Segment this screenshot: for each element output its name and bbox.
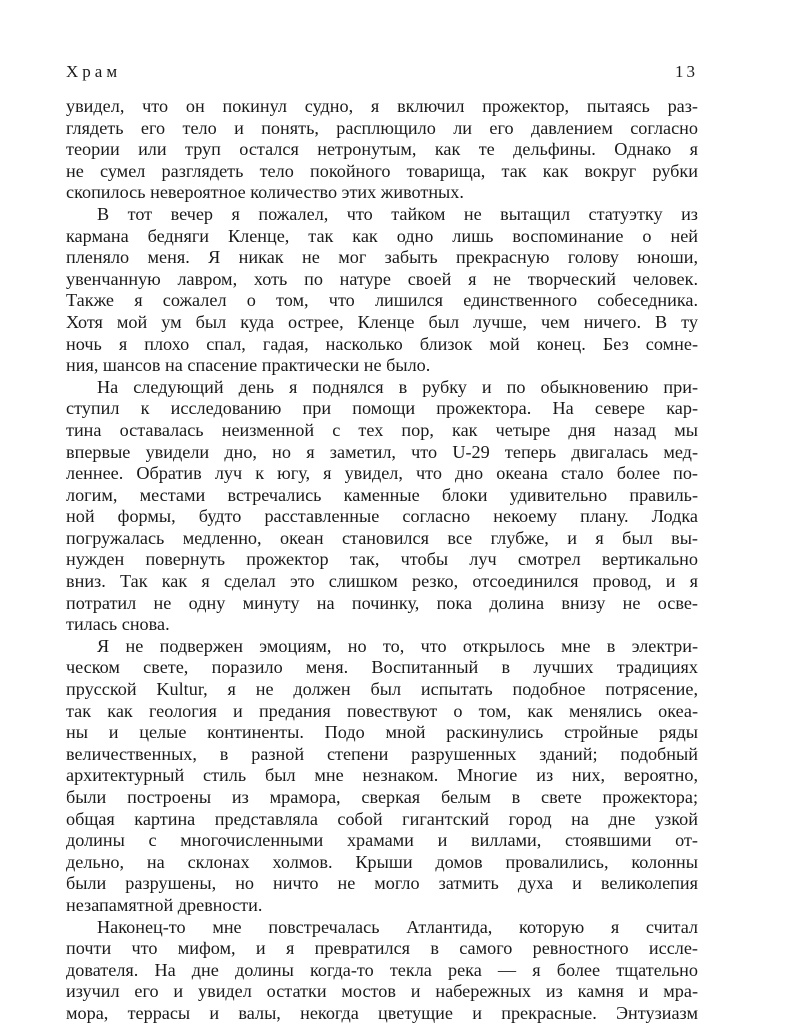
text-line: тина оставалась неизменной с тех пор, как четыре дня назад мы: [66, 419, 698, 440]
text-line: впервые увидели дно, но я заметил, что U-29 теперь двигалась мед-: [66, 441, 698, 462]
text-line: долины с многочисленными храмами и виллами, стоявшими от-: [66, 830, 698, 851]
text-line: ступил к исследованию при помощи прожектора. На севере кар-: [66, 398, 698, 419]
text-line: потратил не одну минуту на починку, пока долина внизу не осве-: [66, 592, 698, 613]
text-line: дельно, на склонах холмов. Крыши домов провалились, колонны: [66, 851, 698, 872]
text-line: незапамятной древности.: [66, 894, 263, 915]
text-line: Также я сожалел о том, что лишился единственного собеседника.: [66, 290, 698, 311]
text-line: дователя. На дне долины когда-то текла река — я более тщательно: [66, 959, 698, 980]
paragraph: [66, 917, 698, 1025]
text-line: мора, террасы и валы, некогда цветущие и прекрасные. Энтузиазм: [66, 1002, 698, 1023]
text-line: тилась снова.: [66, 614, 170, 635]
paragraph: [66, 636, 698, 917]
text-line: глядеть его тело и понять, расплющило ли его давлением согласно: [66, 117, 698, 138]
text-line: скопилось невероятное количество этих животных.: [66, 182, 464, 203]
text-line: нужден повернуть прожектор так, чтобы луч смотрел вертикально: [66, 549, 698, 570]
book-page: [66, 62, 698, 1025]
text-line: Наконец-то мне повстречалась Атлантида, которую я считал: [97, 916, 698, 937]
text-line: величественных, в разной степени разрушенных зданий; подобный: [66, 743, 698, 764]
text-line: не сумел разглядеть тело покойного товарища, так как вокруг рубки: [66, 160, 698, 181]
text-line: увенчанную лавром, хоть по натуре своей я не творческий человек.: [66, 268, 698, 289]
text-line: леннее. Обратив луч к югу, я увидел, что дно океана стало более по-: [66, 463, 698, 484]
text-line: ной формы, будто расставленные согласно некоему плану. Лодка: [66, 506, 698, 527]
text-line: Я не подвержен эмоциям, но то, что открылось мне в электри-: [97, 635, 698, 656]
text-line: увидел, что он покинул судно, я включил прожектор, пытаясь раз-: [66, 96, 698, 116]
text-line: погружалась медленно, океан становился все глубже, и я был вы-: [66, 527, 698, 548]
running-title: Храм: [66, 62, 122, 81]
text-line: Хотя мой ум был куда острее, Кленце был лучше, чем ничего. В ту: [66, 311, 698, 332]
text-line: ны и целые континенты. Подо мной раскинулись стройные ряды: [66, 722, 698, 743]
paragraph: [66, 204, 698, 377]
text-body: [66, 96, 698, 1025]
text-line: В тот вечер я пожалел, что тайком не вытащил статуэтку из: [97, 203, 698, 224]
text-line: пленяло меня. Я никак не мог забыть прекрасную голову юноши,: [66, 247, 698, 268]
text-line: ческом свете, поразило меня. Воспитанный в лучших традициях: [66, 657, 698, 678]
text-line: вниз. Так как я сделал это слишком резко, отсоединился провод, и я: [66, 571, 698, 592]
text-line: ночь я плохо спал, гадая, насколько близок мой конец. Без сомне-: [66, 333, 698, 354]
running-head: [66, 62, 698, 96]
paragraph: [66, 96, 698, 204]
text-line: почти что мифом, и я превратился в самого ревностного иссле-: [66, 938, 698, 959]
page-number: 13: [675, 62, 698, 81]
text-line: изучил его и увидел остатки мостов и набережных из камня и мра-: [66, 981, 698, 1002]
text-line: были разрушены, но ничто не могло затмить духа и великолепия: [66, 873, 698, 894]
text-line: так как геология и предания повествуют о том, как менялись океа-: [66, 700, 698, 721]
text-line: общая картина представляла собой гигантский город на дне узкой: [66, 808, 698, 829]
text-line: прусской Kultur, я не должен был испытать подобное потрясение,: [66, 679, 698, 700]
text-line: ния, шансов на спасение практически не было.: [66, 355, 431, 376]
text-line: были построены из мрамора, сверкая белым в свете прожектора;: [66, 787, 698, 807]
text-line: теории или труп остался нетронутым, как те дельфины. Однако я: [66, 139, 698, 160]
paragraph: [66, 377, 698, 636]
text-line: логим, местами встречались каменные блоки удивительно правиль-: [66, 484, 698, 505]
text-line: На следующий день я поднялся в рубку и по обыкновению при-: [97, 376, 698, 397]
text-line: архитектурный стиль был мне незнаком. Многие из них, вероятно,: [66, 765, 698, 786]
text-line: кармана бедняги Кленце, так как одно лишь воспоминание о ней: [66, 225, 698, 246]
